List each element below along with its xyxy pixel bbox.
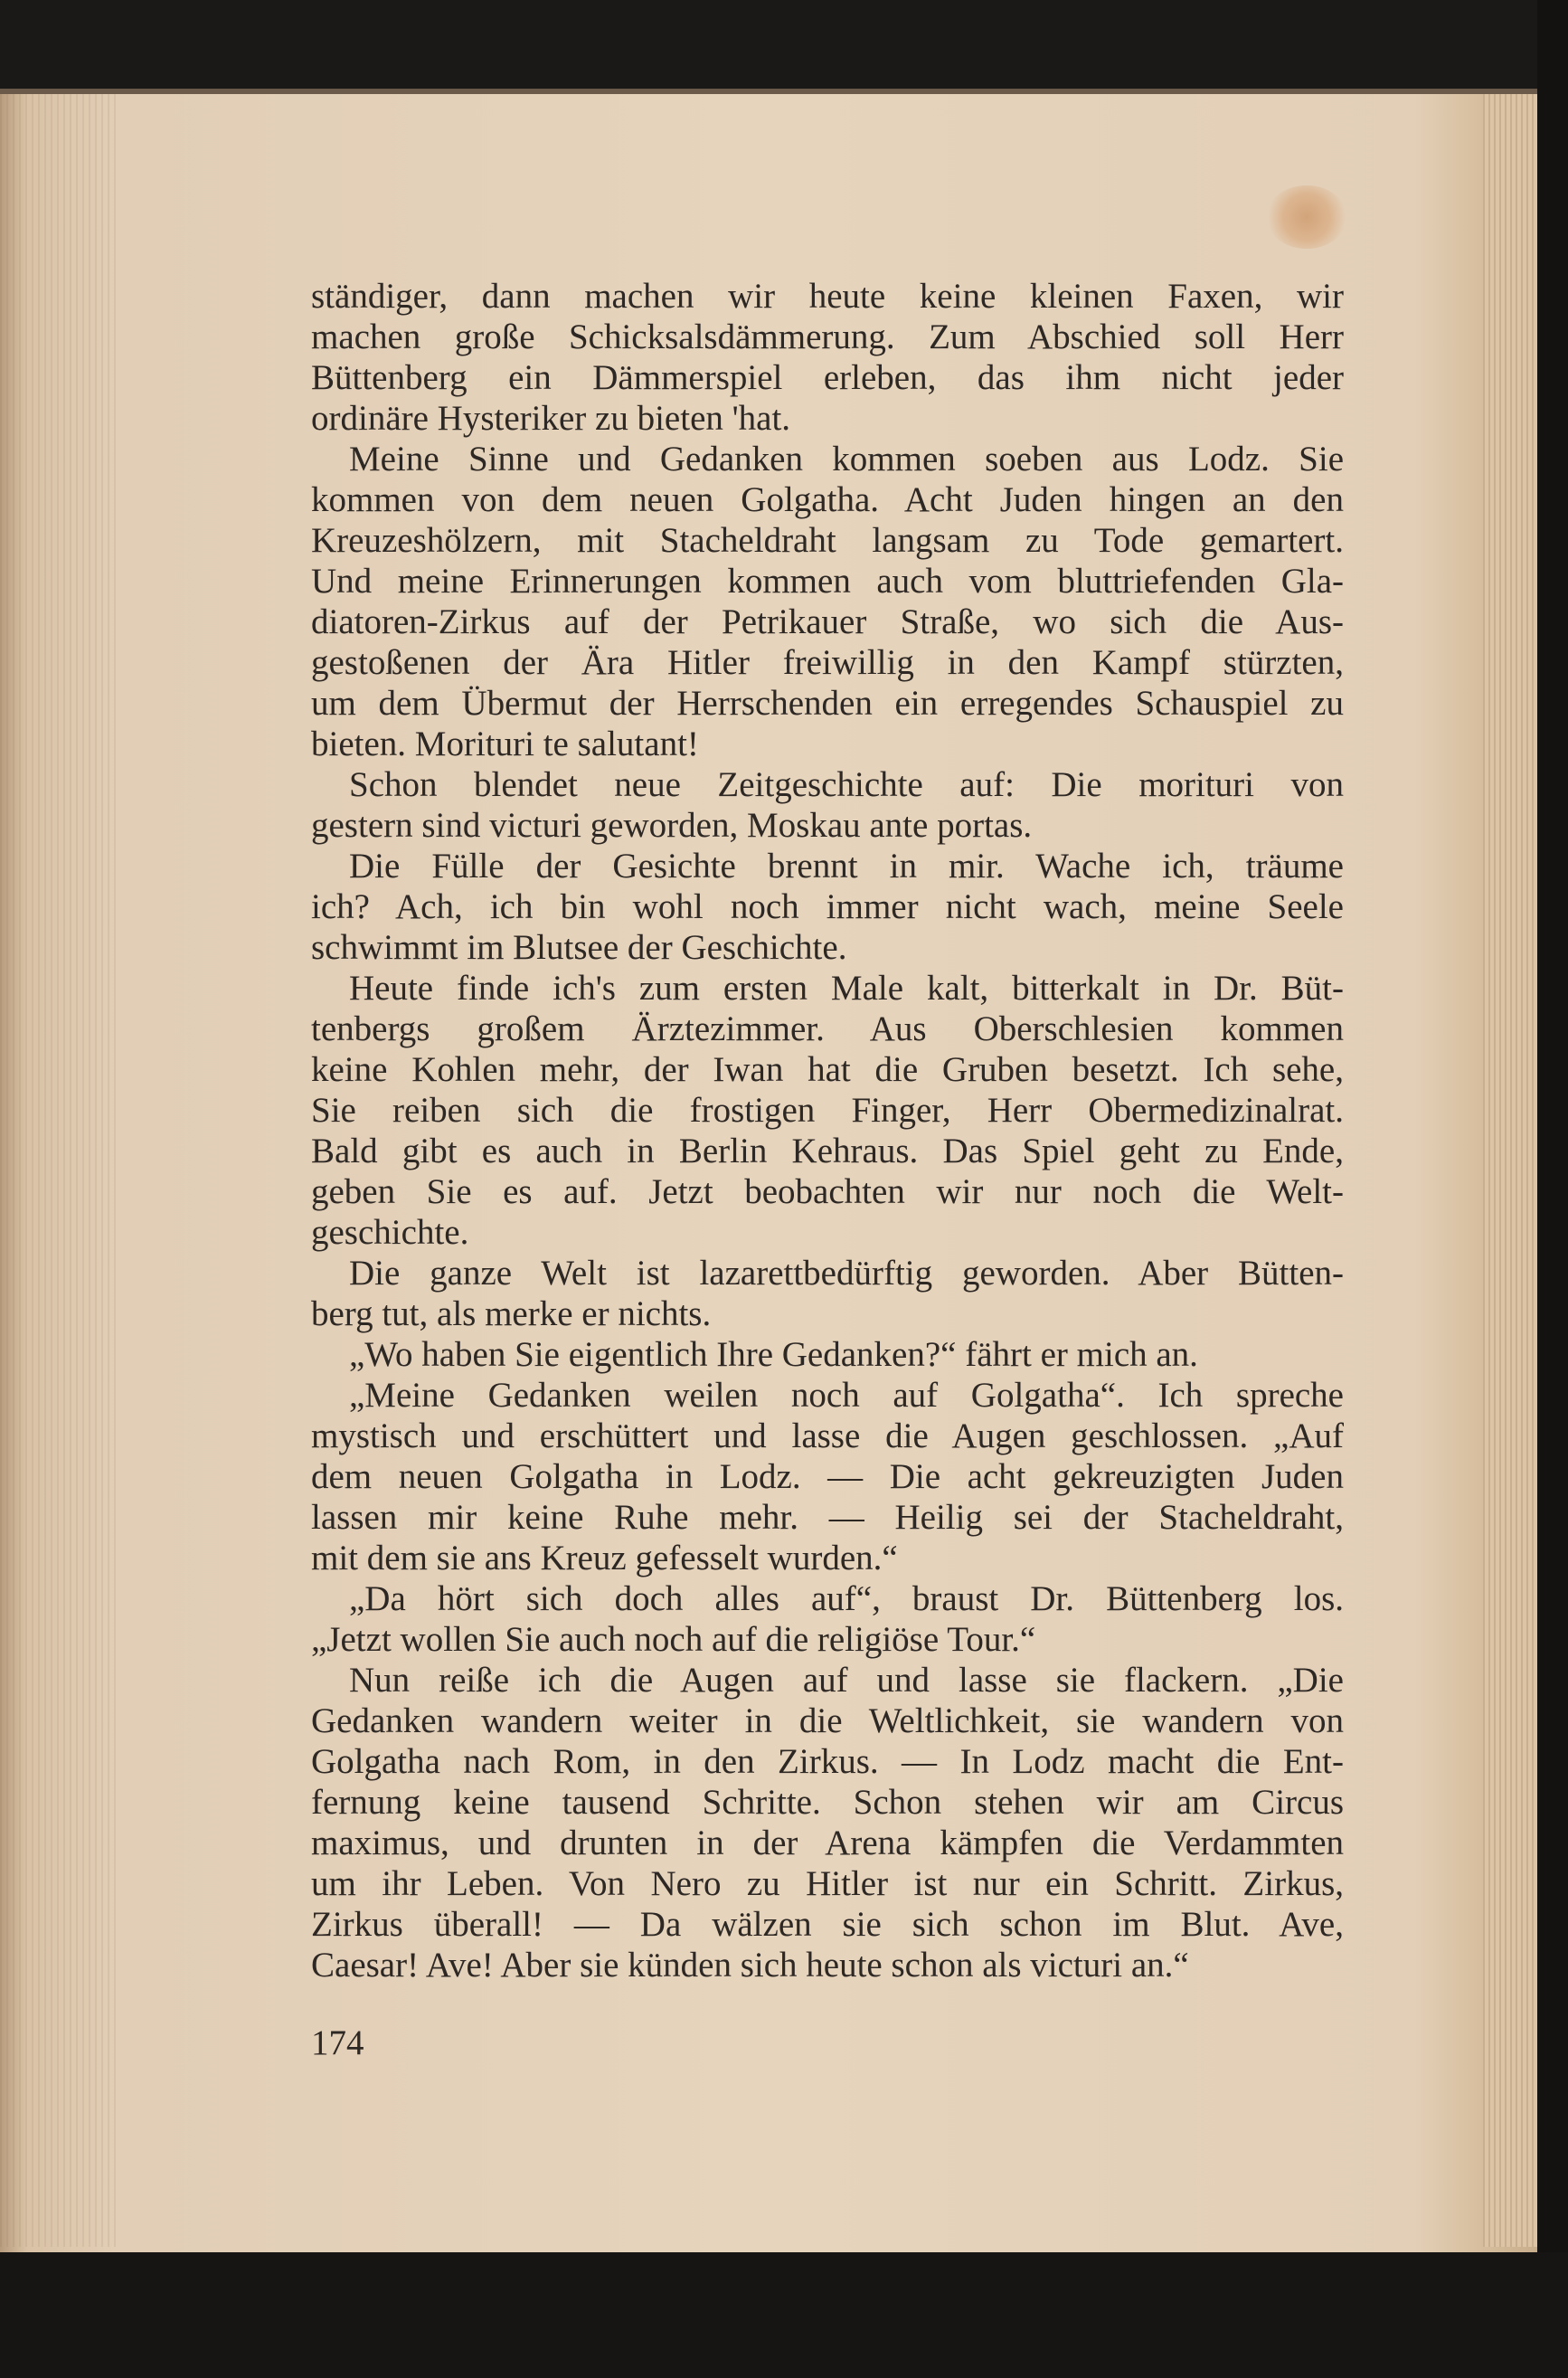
text-line: tenbergs großem Ärztezimmer. Aus Oberschlesien kommen: [311, 1009, 1344, 1048]
text-line: „Jetzt wollen Sie auch noch auf die religiöse Tour.“: [311, 1620, 1036, 1659]
paragraph: [311, 439, 1344, 764]
body-text: [311, 276, 1344, 1985]
text-line: geschichte.: [311, 1213, 469, 1252]
text-line: gestoßenen der Ära Hitler freiwillig in den Kampf stürzten,: [311, 643, 1344, 682]
text-line: Golgatha nach Rom, in den Zirkus. — In Lodz macht die Ent-: [311, 1742, 1344, 1781]
text-line: lassen mir keine Ruhe mehr. — Heilig sei der Stacheldraht,: [311, 1498, 1344, 1537]
paragraph: [311, 1334, 1344, 1375]
text-line: ich? Ach, ich bin wohl noch immer nicht wach, meine Seele: [311, 887, 1344, 926]
text-line: Büttenberg ein Dämmerspiel erleben, das ihm nicht jeder: [311, 358, 1344, 397]
background-right: [1537, 0, 1568, 2378]
text-line: Zirkus überall! — Da wälzen sie sich schon im Blut. Ave,: [311, 1905, 1344, 1944]
paragraph: [311, 764, 1344, 846]
text-line: Caesar! Ave! Aber sie künden sich heute schon als victuri an.“: [311, 1946, 1189, 1985]
paragraph: [311, 1578, 1344, 1660]
text-line: geben Sie es auf. Jetzt beobachten wir nur noch die Welt-: [311, 1172, 1344, 1211]
paragraph: [311, 968, 1344, 1253]
text-line: diatoren-Zirkus auf der Petrikauer Straße, wo sich die Aus-: [311, 602, 1344, 641]
background-bottom: [0, 2252, 1568, 2378]
text-line: Schon blendet neue Zeitgeschichte auf: Die morituri von: [349, 765, 1344, 804]
text-line: machen große Schicksalsdämmerung. Zum Abschied soll Herr: [311, 317, 1344, 356]
text-line: Meine Sinne und Gedanken kommen soeben aus Lodz. Sie: [349, 440, 1344, 478]
text-line: Heute finde ich's zum ersten Male kalt, bitterkalt in Dr. Büt-: [349, 969, 1344, 1008]
text-line: berg tut, als merke er nichts.: [311, 1294, 712, 1333]
paper-stain: [1266, 185, 1347, 249]
text-line: Kreuzeshölzern, mit Stacheldraht langsam zu Tode gemartert.: [311, 521, 1344, 560]
text-line: Gedanken wandern weiter in die Weltlichkeit, sie wandern von: [311, 1701, 1344, 1740]
text-line: Die Fülle der Gesichte brennt in mir. Wache ich, träume: [349, 847, 1344, 886]
page-edges-left: [0, 94, 118, 2247]
paragraph: [311, 1375, 1344, 1578]
text-line: „Wo haben Sie eigentlich Ihre Gedanken?“ fährt er mich an.: [349, 1335, 1198, 1374]
text-line: bieten. Morituri te salutant!: [311, 725, 699, 763]
text-line: „Da hört sich doch alles auf“, braust Dr. Büttenberg los.: [349, 1579, 1344, 1618]
text-line: um dem Übermut der Herrschenden ein erregendes Schauspiel zu: [311, 684, 1344, 723]
text-line: Sie reiben sich die frostigen Finger, Herr Obermedizinalrat.: [311, 1091, 1344, 1130]
text-line: schwimmt im Blutsee der Geschichte.: [311, 928, 847, 967]
text-line: gestern sind victuri geworden, Moskau ante portas.: [311, 806, 1033, 845]
paragraph: [311, 1660, 1344, 1985]
text-line: ordinäre Hysteriker zu bieten 'hat.: [311, 399, 791, 438]
text-line: maximus, und drunten in der Arena kämpfen die Verdammten: [311, 1824, 1344, 1862]
text-line: Die ganze Welt ist lazarettbedürftig geworden. Aber Bütten-: [349, 1254, 1344, 1293]
text-line: mystisch und erschüttert und lasse die Augen geschlossen. „Auf: [311, 1416, 1344, 1455]
text-line: Nun reiße ich die Augen auf und lasse sie flackern. „Die: [349, 1661, 1344, 1700]
text-line: ständiger, dann machen wir heute keine kleinen Faxen, wir: [311, 277, 1344, 316]
text-line: um ihr Leben. Von Nero zu Hitler ist nur ein Schritt. Zirkus,: [311, 1864, 1344, 1903]
page-edges-right: [1483, 94, 1537, 2247]
page-number: 174: [311, 2023, 364, 2062]
text-line: Bald gibt es auch in Berlin Kehraus. Das Spiel geht zu Ende,: [311, 1132, 1344, 1170]
paragraph: [311, 276, 1344, 439]
text-line: „Meine Gedanken weilen noch auf Golgatha“. Ich spreche: [349, 1376, 1344, 1415]
text-line: fernung keine tausend Schritte. Schon stehen wir am Circus: [311, 1783, 1344, 1822]
text-line: dem neuen Golgatha in Lodz. — Die acht gekreuzigten Juden: [311, 1457, 1344, 1496]
text-line: Und meine Erinnerungen kommen auch vom bluttriefenden Gla-: [311, 562, 1344, 601]
paragraph: [311, 1253, 1344, 1334]
text-line: keine Kohlen mehr, der Iwan hat die Gruben besetzt. Ich sehe,: [311, 1050, 1344, 1089]
text-line: kommen von dem neuen Golgatha. Acht Juden hingen an den: [311, 480, 1344, 519]
paragraph: [311, 846, 1344, 968]
text-line: mit dem sie ans Kreuz gefesselt wurden.“: [311, 1539, 898, 1577]
